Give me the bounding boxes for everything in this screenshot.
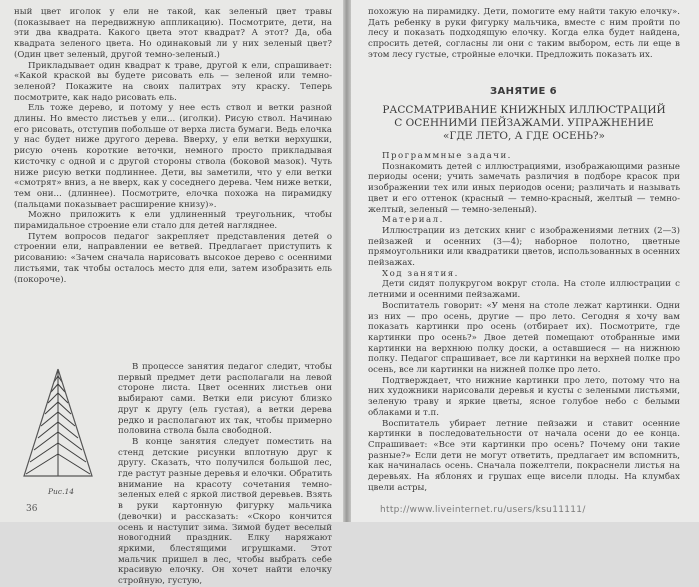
section-label: Ход занятия. (382, 268, 459, 279)
paragraph: Иллюстрации из детских книг с изображениями летних (2—3) пейзажей и осенних (3—4); наборное полотно, цветные прямоугольники или квадратики цветов, использованных в осенних пейзажах. (368, 225, 680, 269)
paragraph: В конце занятия следует поместить на стенд детские рисунки вплотную друг к другу. Сказать, что получился большой лес, где растут разные деревья и елочки. Обратить внимание на красоту сочетания темно-зеленых елей с яркой листвой деревьев. Взять в руки картонную фигурку мальчика (девочки) и рассказать: «Скоро кончится осень и наступит зима. Зимой будет веселый новогодний праздник. Елку наряжают яркими, блестящими игрушками. Этот мальчик пришел в лес, чтобы выбрать себе красивую елочку. Он хочет найти елочку стройную, густую, (118, 436, 332, 587)
paragraph: Познакомить детей с иллюстрациями, изображающими разные периоды осени; учить замечать различия в подборе красок при изображении тех или иных периодов осени; различать и называть цвет и его оттенок (красный — темно-красный, желтый — темно-желтый, зеленый — темно-зеленый). (368, 161, 680, 215)
paragraph: Подтверждает, что нижние картинки про лето, потому что на них художники нарисовали деревья и кусты с зелеными листьями, зеленую траву и яркие цветы, ясное голубое небо с белыми облаками и т.п. (368, 375, 680, 418)
paragraph: Путем вопросов педагог закрепляет представления детей о строении ели, направлении ее ветвей. Предлагает приступить к рисованию: «Зачем сначала нарисовать высокое дерево с осенними листьями, так чтобы осталось место для ели, затем изобразить ель (покороче). (14, 231, 332, 285)
left-page-text (14, 7, 332, 362)
paragraph: Дети сидят полукругом вокруг стола. На столе иллюстрации с летними и осенними пейзажами. (368, 279, 680, 301)
paragraph: Можно приложить к ели удлиненный треугольник, чтобы пирамидальное строение ели стало для детей нагляднее. (14, 210, 332, 232)
section-label: Программные задачи. (382, 151, 512, 161)
lesson-title: ЗАНЯТИЕ 6 (490, 86, 557, 97)
lesson-heading: РАССМАТРИВАНИЕ КНИЖНЫХ ИЛЛЮСТРАЦИЙ С ОСЕННИМИ ПЕЙЗАЖАМИ. УПРАЖНЕНИЕ «ГДЕ ЛЕТО, А ГДЕ ОСЕНЬ?» (382, 104, 666, 142)
paragraph: В процессе занятия педагог следит, чтобы первый предмет дети располагали на левой стороне листа. Цвет осенних листьев они выбирают сами. Ветки ели рисуют близко друг к другу (ель густая), а ветки дерева редко и располагают их так, чтобы примерно половина ствола была свободной. (118, 362, 332, 437)
paragraph: Воспитатель говорит: «У меня на столе лежат картинки. Одни из них — про осень, другие — про лето. Сегодня я хочу вам показать картинки про осень (отбирает их). Посмотрите, где картинки про осень?» Двое детей помещают отобранные ими картинки на верхнюю полку доски, а оставшиеся — на нижнюю полку. Педагог спрашивает, все ли картинки на верхней полке про осень, все ли картинки на нижней полке про лето. (368, 300, 680, 376)
right-page-text-top (368, 7, 680, 75)
paragraph: ный цвет иголок у ели не такой, как зеленый цвет травы (показывает на передвижную аппликацию). Посмотрите, дети, на эти два квадрата. Какого цвета этот квадрат? А этот? Да, оба квадрата зеленого цвета. Но одинаковый ли у них зеленый цвет? (Один цвет зеленый, другой темно-зеленый.) (14, 7, 332, 60)
figure-caption: Рис.14 (48, 487, 75, 496)
watermark-url: http://www.liveinternet.ru/users/ksu11111/ (380, 505, 586, 515)
fir-tree-illustration (21, 366, 95, 484)
page-number: 36 (26, 504, 38, 514)
section-label: Материал. (382, 215, 444, 226)
paragraph: Воспитатель убирает летние пейзажи и ставит осенние картинки в последовательности от начала осени до ее конца. Спрашивает: «Все эти картинки про осень? Почему они такие разные?» Если дети не могут ответить, предлагает им вспомнить, как начиналась осень. Сначала пожелтели, покраснели листья на деревьях. На яблонях и грушах еще висели плоды. На клумбах цвели астры, (368, 418, 680, 493)
paragraph: Ель тоже дерево, и потому у нее есть ствол и ветки разной длины. Но вместо листьев у ели... (иголки). Рисую ствол. Начинаю его рисовать, отступив побольше от верха листа бумаги. Ведь елочка у нас будет ниже другого дерева. Вверху, у ели ветки верхушки, рисую очень короткие веточки, немного просто прикладывая кисточку с одной и с другой стороны ствола (боковой мазок). Чуть ниже рисую ветки подлиннее. Дети, вы заметили, что у ели ветки «смотрят» вниз, а не вверх, как у соседнего дерева. Чем ниже ветки, тем они... (длиннее). Посмотрите, елочка похожа на пирамидку (пальцами показывает расширение книзу)». (14, 103, 332, 210)
paragraph: похожую на пирамидку. Дети, помогите ему найти такую елочку». Дать ребенку в руки фигурку мальчика, вместе с ним пройти по лесу и показать подходящую елочку. Когда елка будет найдена, спросить детей, согласны ли они с таким выбором, есть ли еще в этом лесу густые, стройные елочки. Предложить показать их. (368, 7, 680, 60)
book-spine (343, 0, 351, 522)
paragraph: Прикладывает один квадрат к траве, другой к ели, спрашивает: «Какой краской вы будете рисовать ель — зеленой или темно-зеленой? Покажите на своих палитрах эту краску. Теперь посмотрите, как надо рисовать ель. (14, 60, 332, 103)
right-page-text-main (368, 151, 680, 506)
text-beside-figure (118, 362, 332, 587)
